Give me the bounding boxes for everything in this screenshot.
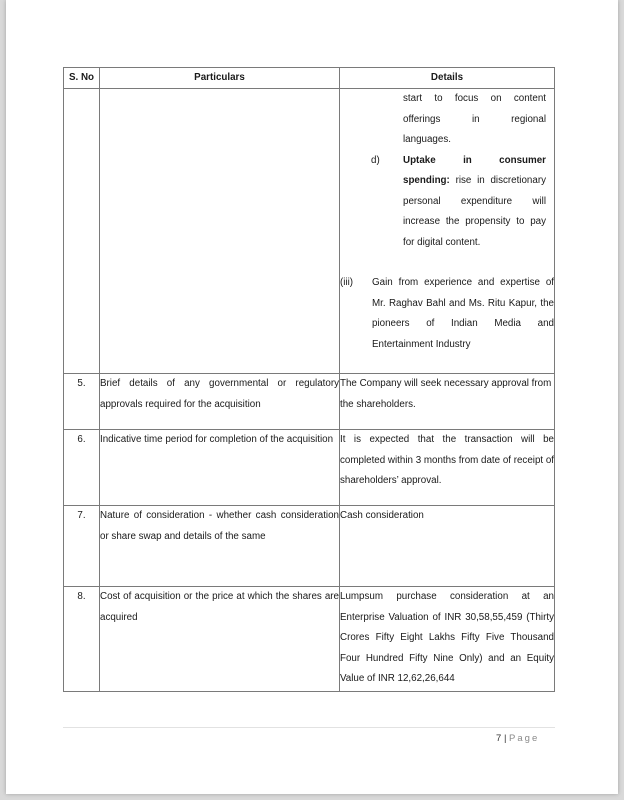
item-c-line: offerings in regional — [403, 113, 546, 125]
item-c-continuation — [340, 89, 546, 151]
row-particulars: Indicative time period for completion of the acquisition — [100, 430, 340, 506]
item-d-heading: Uptake in consumer spending: — [403, 154, 546, 186]
item-d-tag: d) — [371, 154, 380, 166]
table-row — [64, 506, 555, 587]
page-separator: | — [503, 733, 507, 744]
item-c-line: start to focus on content — [403, 93, 546, 104]
header-details: Details — [340, 68, 555, 89]
row-details: Cash consideration — [340, 506, 555, 587]
table-header-row — [64, 68, 555, 89]
item-d-text: rise in discretionary personal expenditure will increase the propensity to pay for digital content. — [403, 175, 546, 248]
row-sno: 5. — [64, 374, 100, 430]
row-details: Lumpsum purchase consideration at an Enterprise Valuation of INR 30,58,55,459 (Thirty Crores Fifty Eight Lakhs Fifty Five Thousand Four Hundred Fifty Nine Only) and an Equity Value of INR 12,62,26,644 — [340, 587, 555, 692]
continuation-details-cell — [340, 89, 555, 374]
acquisition-details-table — [63, 67, 555, 692]
continuation-particulars-cell — [100, 89, 340, 374]
table-row — [64, 587, 555, 692]
row-sno: 7. — [64, 506, 100, 587]
item-iii-tag: (iii) — [340, 277, 354, 288]
header-particulars: Particulars — [100, 68, 340, 89]
row-details: The Company will seek necessary approval from the shareholders. — [340, 374, 555, 430]
item-iii-text: Gain from experience and expertise of Mr. Raghav Bahl and Ms. Ritu Kapur, the pioneers of Indian Media and Entertainment Industry — [372, 277, 554, 350]
row-details: It is expected that the transaction will be completed within 3 months from date of receipt of shareholders’ approval. — [340, 430, 555, 506]
footer-divider — [63, 727, 555, 728]
page-footer — [496, 733, 576, 744]
row-sno: 6. — [64, 430, 100, 506]
header-sno: S. No — [64, 68, 100, 89]
row-particulars: Brief details of any governmental or regulatory approvals required for the acquisition — [100, 374, 340, 430]
row-sno: 8. — [64, 587, 100, 692]
table-row — [64, 430, 555, 506]
table-row — [64, 374, 555, 430]
page-number: 7 — [496, 733, 502, 744]
table-row-continuation — [64, 89, 555, 374]
item-iii — [340, 273, 554, 355]
document-page — [6, 0, 618, 794]
item-c-line: languages. — [403, 134, 451, 145]
page-label: Page — [509, 733, 540, 744]
item-d — [340, 151, 546, 254]
row-particulars: Nature of consideration - whether cash consideration or share swap and details of the same — [100, 506, 340, 587]
continuation-sno-cell — [64, 89, 100, 374]
row-particulars: Cost of acquisition or the price at which the shares are acquired — [100, 587, 340, 692]
